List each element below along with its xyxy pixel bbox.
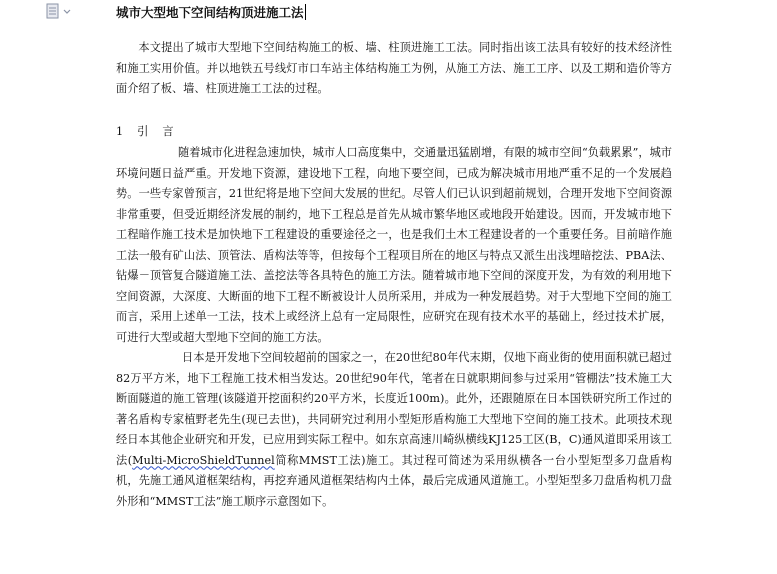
section-heading: [116, 122, 174, 143]
paragraph-2-text-start: 日本是开发地下空间较超前的国家之一，在20世纪80年代末期，仅地下商业街的使用面积就已超过82万平方米，地下工程施工技术相当发达。20世纪90年代，笔者在日就职期间参与过采用“管棚法”技术施工大断面隧道的施工管理(该隧道开挖面积约20平方米，长度近100m)。此外，还跟随原在日本国铁研究所工作过的著名盾构专家植野老先生(现已去世)，共同研究过利用小型矩形盾构施工大型地下空间的施工技术。此项技术现经日本其他企业研究和开发，已应用到实际工程中。如东京高速川崎纵横线KJ125工区(B，C)通风道即采用该工法(: [116, 351, 672, 467]
intro-paragraph-1: 随着城市化进程急速加快，城市人口高度集中，交通量迅猛剧增，有限的城市空间“负载累累”，城市环境问题日益严重。开发地下资源，建设地下工程，向地下要空间，已成为解决城市用地严重不足的一个发展趋势。一些专家曾预言，21世纪将是地下空间大发展的世纪。尽管人们已认识到超前规划，合理开发地下空间资源非常重要，但受近期经济发展的制约，地下工程总是首先从城市繁华地区或地段开始建设。因而，开发城市地下工程暗作施工技术是加快地下工程建设的重要途径之一，也是我们土木工程建设者的一个重要任务。目前暗作施工法一般有矿山法、顶管法、盾构法等等，但按每个工程项目所在的地区与特点又派生出浅埋暗挖法、PBA法、钻爆－顶管复合隧道施工法、盖挖法等各具特色的施工方法。随着城市地下空间的深度开发，为有效的利用地下空间资源，大深度、大断面的地下工程不断被设计人员所采用，并成为一种发展趋势。对于大型地下空间的施工而言，采用上述单一工法，技术上或经济上总有一定局限性，应研究在现有技术水平的基础上，经过技术扩展，可进行大型或超大型地下空间的施工方法。: [116, 146, 672, 344]
section-title-part2: 言: [162, 125, 174, 138]
document-title-line[interactable]: [116, 4, 306, 22]
paragraph-2-text-end: 简称MMST工法)施工。其过程可简述为采用纵横各一台小型矩型多刀盘盾构机，先施工通风道框架结构，再挖弃通风道框架结构内土体，最后完成通风道施工。小型矩型多刀盘盾构机刀盘外形和“MMST工法”施工顺序示意图如下。: [116, 453, 672, 508]
section-number: 1: [116, 125, 124, 138]
spellcheck-underlined-term: Multi-MicroShieldTunnel: [132, 453, 275, 467]
document-menu-icon[interactable]: [46, 3, 76, 19]
intro-paragraph-2: [116, 348, 672, 512]
section-title-part1: 引: [137, 125, 149, 138]
document-title: 城市大型地下空间结构顶进施工法: [116, 5, 304, 20]
section-body: [116, 143, 672, 512]
text-cursor: [305, 4, 306, 20]
abstract-paragraph: 本文提出了城市大型地下空间结构施工的板、墙、柱顶进施工工法。同时指出该工法具有较好的技术经济性和施工实用价值。并以地铁五号线灯市口车站主体结构施工为例，从施工方法、施工工序、以及工期和造价等方面介绍了板、墙、柱顶进施工工法的过程。: [116, 41, 672, 95]
